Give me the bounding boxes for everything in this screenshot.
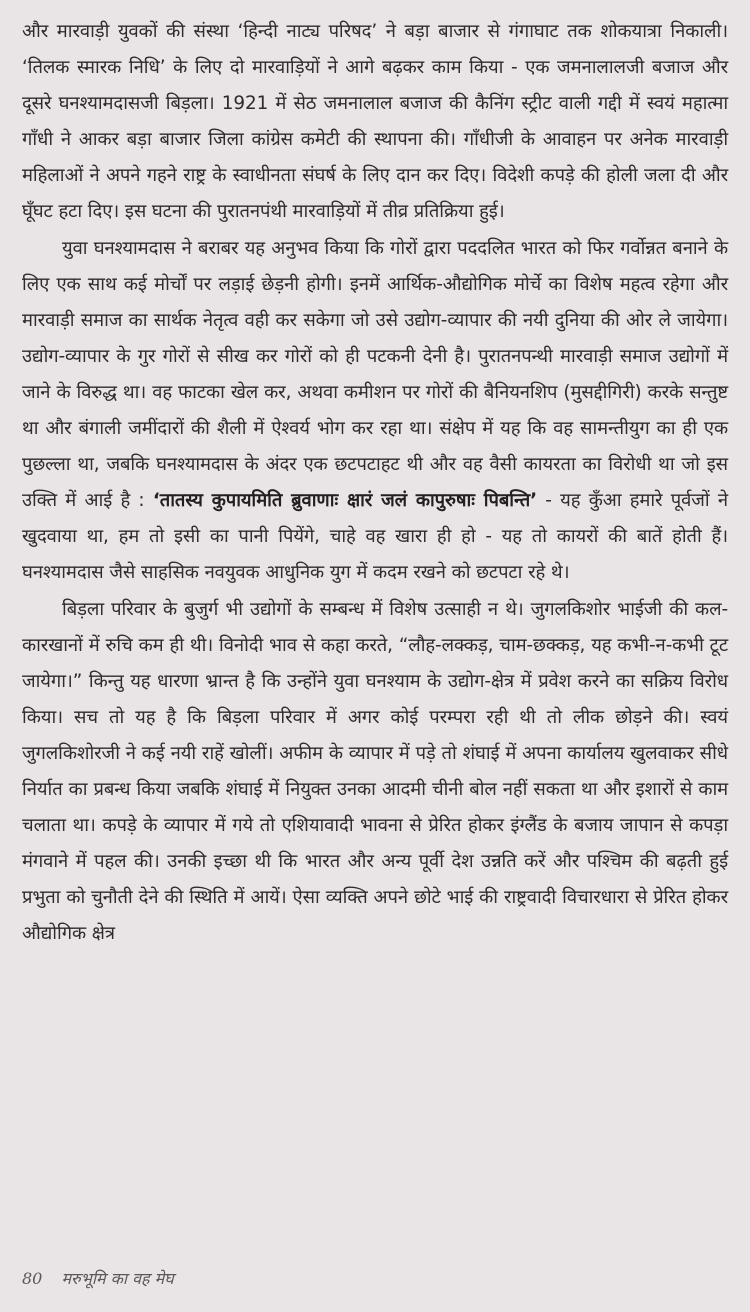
paragraph-3 — [22, 592, 728, 953]
paragraph-text: युवा घनश्यामदास ने बराबर यह अनुभव किया कि गोरों द्वारा पददलित भारत को फिर गर्वोन्नत बनाने के लिए एक साथ कई मोर्चों पर लड़ाई छेड़नी होगी। इनमें आर्थिक-औद्योगिक मोर्चे का विशेष महत्व रहेगा और मारवाड़ी समाज का सार्थक नेतृत्व वही कर सकेगा जो उसे उद्योग-व्यापार की नयी दुनिया की ओर ले जायेगा। उद्योग-व्यापार के गुर गोरों से सीख कर गोरों को ही पटकनी देनी है। पुरातनपन्थी मारवाड़ी समाज उद्योगों में जाने के विरुद्ध था। वह फाटका खेल कर, अथवा कमीशन पर गोरों की बैनियनशिप (मुसद्दीगिरी) करके सन्तुष्ट था और बंगाली जमींदारों की शैली में ऐश्वर्य भोग कर रहा था। संक्षेप में यह कि वह सामन्तीयुग का ही एक पुछल्ला था, जबकि घनश्यामदास के अंदर एक छटपटाहट थी और वह वैसी कायरता का विरोधी था जो इस उक्ति में आई है : — [22, 237, 728, 512]
paragraph-1 — [22, 14, 728, 231]
paragraph-text: और मारवाड़ी युवकों की संस्था ‘हिन्दी नाट्य परिषद’ ने बड़ा बाजार से गंगाघाट तक शोकयात्रा निकाली। ‘तिलक स्मारक निधि’ के लिए दो मारवाड़ियों ने आगे बढ़कर काम किया - एक जमनालालजी बजाज और दूसरे घनश्यामदासजी बिड़ला। 1921 में सेठ जमनालाल बजाज की कैनिंग स्ट्रीट वाली गद्दी में स्वयं महात्मा गाँधी ने आकर बड़ा बाजार जिला कांग्रेस कमेटी की स्थापना की। गाँधीजी के आवाहन पर अनेक मारवाड़ी महिलाओं ने अपने गहने राष्ट्र के स्वाधीनता संघर्ष के लिए दान कर दिए। विदेशी कपड़े की होली जला दी और घूँघट हटा दिए। इस घटना की पुरातनपंथी मारवाड़ियों में तीव्र प्रतिक्रिया हुई। — [22, 21, 728, 223]
paragraph-text: - यह कुँआ हमारे पूर्वजों ने खुदवाया था, हम तो इसी का पानी पियेंगे, चाहे वह खारा ही हो - यह तो कायरों की बातें होती हैं। घनश्यामदास जैसे साहसिक नवयुवक आधुनिक युग में कदम रखने को छटपटा रहे थे। — [22, 490, 728, 584]
body-text — [22, 14, 728, 952]
page-footer — [22, 1267, 174, 1289]
paragraph-2 — [22, 231, 728, 592]
page-number: 80 — [22, 1269, 43, 1288]
sanskrit-quote: ‘तातस्य कुपायमिति ब्रुवाणाः क्षारं जलं कापुरुषाः पिबन्ति’ — [152, 490, 537, 512]
running-title: मरुभूमि का वह मेघ — [61, 1269, 174, 1288]
paragraph-text: बिड़ला परिवार के बुजुर्ग भी उद्योगों के सम्बन्ध में विशेष उत्साही न थे। जुगलकिशोर भाईजी की कल-कारखानों में रुचि कम ही थी। विनोदी भाव से कहा करते, “लौह-लक्कड़, चाम-छक्कड़, यह कभी-न-कभी टूट जायेगा।” किन्तु यह धारणा भ्रान्त है कि उन्होंने युवा घनश्याम के उद्योग-क्षेत्र में प्रवेश करने का सक्रिय विरोध किया। सच तो यह है कि बिड़ला परिवार में अगर कोई परम्परा रही थी तो लीक छोड़ने की। स्वयं जुगलकिशोरजी ने कई नयी राहें खोलीं। अफीम के व्यापार में पड़े तो शंघाई में अपना कार्यालय खुलवाकर सीधे निर्यात का प्रबन्ध किया जबकि शंघाई में नियुक्त उनका आदमी चीनी बोल नहीं सकता था और इशारों से काम चलाता था। कपड़े के व्यापार में गये तो एशियावादी भावना से प्रेरित होकर इंग्लैंड के बजाय जापान से कपड़ा मंगवाने में पहल की। उनकी इच्छा थी कि भारत और अन्य पूर्वी देश उन्नति करें और पश्चिम की बढ़ती हुई प्रभुता को चुनौती देने की स्थिति में आयें। ऐसा व्यक्ति अपने छोटे भाई की राष्ट्रवादी विचारधारा से प्रेरित होकर औद्योगिक क्षेत्र — [22, 598, 728, 945]
